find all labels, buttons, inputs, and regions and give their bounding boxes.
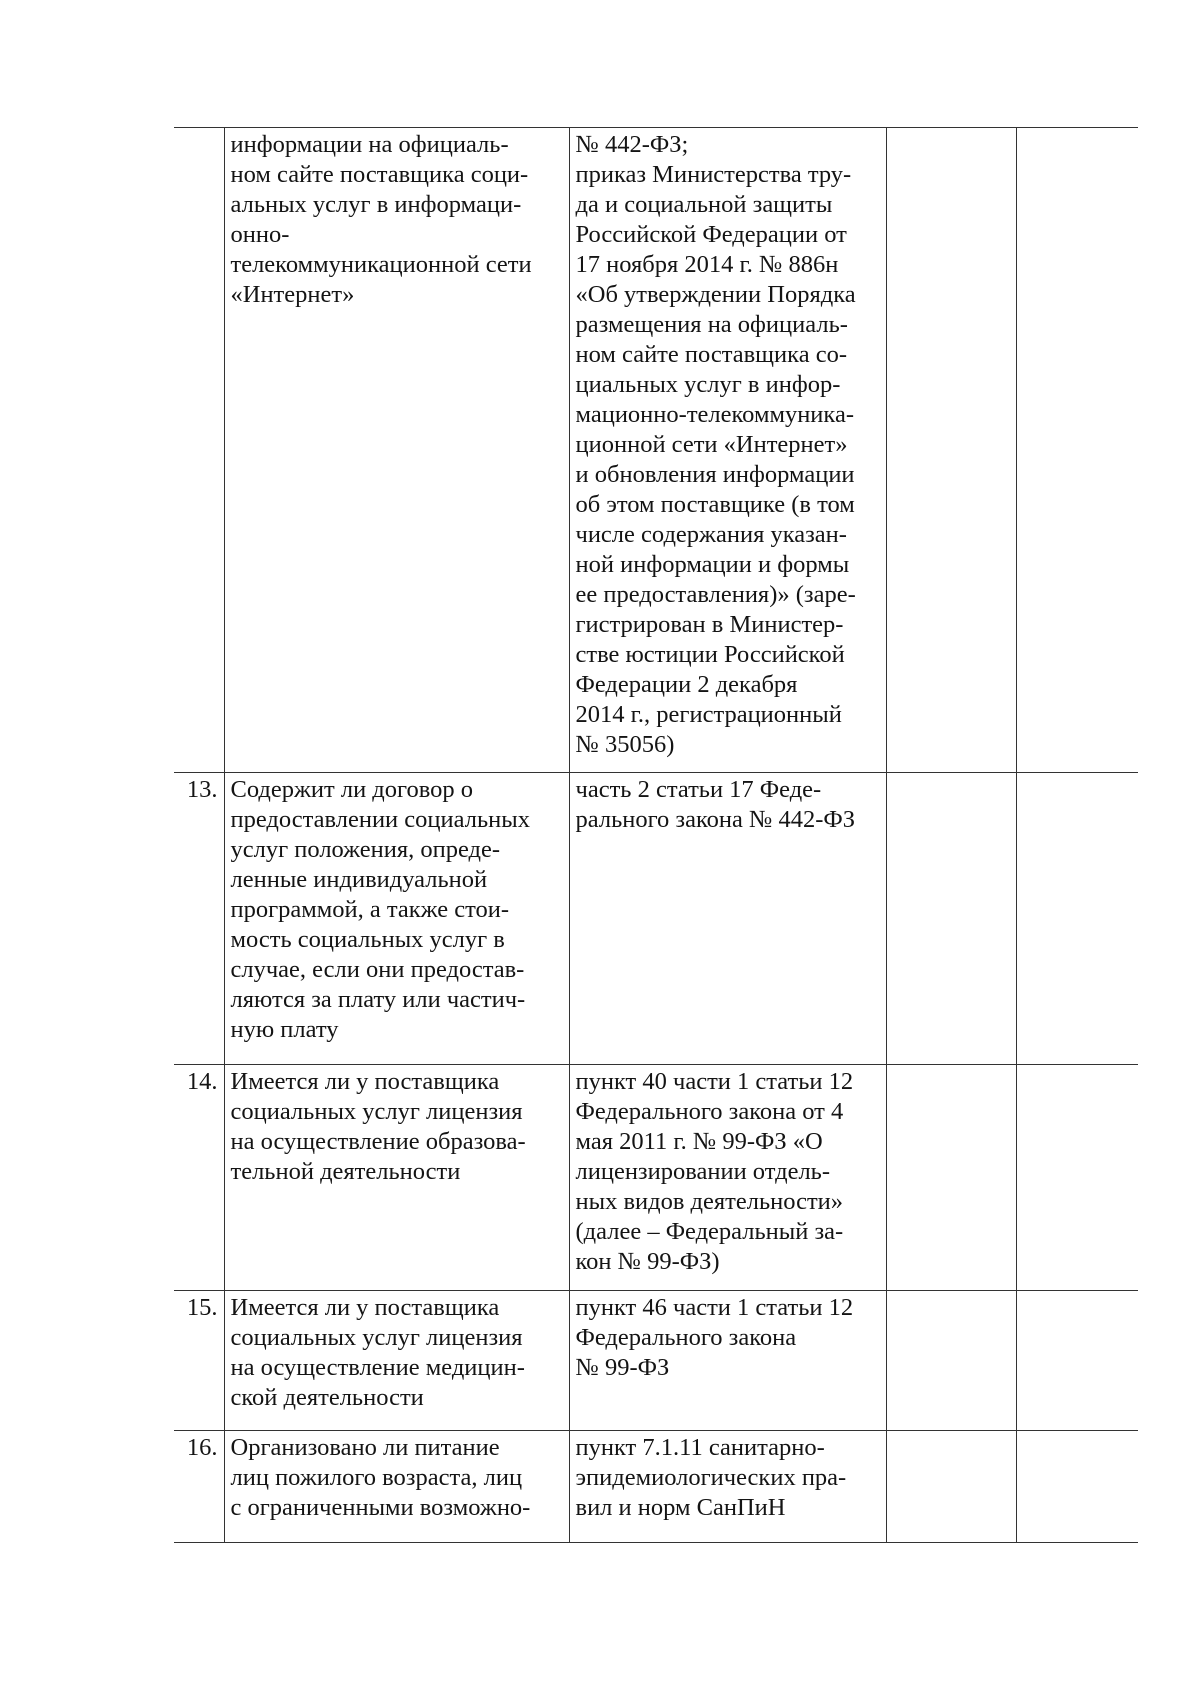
answer-cell xyxy=(886,128,1016,773)
answer-cell xyxy=(886,773,1016,1065)
legal-reference-cell: часть 2 статьи 17 Феде- рального закона № 442-ФЗ xyxy=(569,773,886,1065)
note-cell xyxy=(1016,128,1138,773)
table-row xyxy=(174,1431,1138,1543)
answer-cell xyxy=(886,1291,1016,1431)
question-cell: Имеется ли у поставщика социальных услуг лицензия на осуществление образова- тельной деятельности xyxy=(224,1065,569,1291)
row-number: 14. xyxy=(174,1065,224,1291)
table-row xyxy=(174,1291,1138,1431)
table-row xyxy=(174,128,1138,773)
question-cell: информации на официаль- ном сайте поставщика соци- альных услуг в информаци- онно- телекоммуникационной сети «Интернет» xyxy=(224,128,569,773)
answer-cell xyxy=(886,1431,1016,1543)
legal-reference-cell: пункт 40 части 1 статьи 12 Федерального закона от 4 мая 2011 г. № 99-ФЗ «О лицензировании отдель- ных видов деятельности» (далее – Федеральный за- кон № 99-ФЗ) xyxy=(569,1065,886,1291)
answer-cell xyxy=(886,1065,1016,1291)
note-cell xyxy=(1016,1291,1138,1431)
row-number: 15. xyxy=(174,1291,224,1431)
row-number xyxy=(174,128,224,773)
legal-reference-cell: пункт 46 части 1 статьи 12 Федерального закона № 99-ФЗ xyxy=(569,1291,886,1431)
row-number: 16. xyxy=(174,1431,224,1543)
row-number: 13. xyxy=(174,773,224,1065)
legal-reference-cell: пункт 7.1.11 санитарно- эпидемиологических пра- вил и норм СанПиН xyxy=(569,1431,886,1543)
note-cell xyxy=(1016,1065,1138,1291)
checklist-table xyxy=(174,127,1138,1543)
table-row xyxy=(174,773,1138,1065)
table-row xyxy=(174,1065,1138,1291)
note-cell xyxy=(1016,1431,1138,1543)
question-cell: Имеется ли у поставщика социальных услуг лицензия на осуществление медицин- ской деятельности xyxy=(224,1291,569,1431)
note-cell xyxy=(1016,773,1138,1065)
question-cell: Организовано ли питание лиц пожилого возраста, лиц с ограниченными возможно- xyxy=(224,1431,569,1543)
question-cell: Содержит ли договор о предоставлении социальных услуг положения, опреде- ленные индивидуальной программой, а также стои- мость социальных услуг в случае, если они предостав- ляются за плату или частич- ную плату xyxy=(224,773,569,1065)
legal-reference-cell: № 442-ФЗ; приказ Министерства тру- да и социальной защиты Российской Федерации от 17 ноября 2014 г. № 886н «Об утверждении Порядка размещения на официаль- ном сайте поставщика со- циальных услуг в инфор- мационно-телекоммуника- ционной сети «Интернет» и обновления информации об этом поставщике (в том числе содержания указан- ной информации и формы ее предоставления)» (заре- гистрирован в Министер- стве юстиции Российской Федерации 2 декабря 2014 г., регистрационный № 35056) xyxy=(569,128,886,773)
